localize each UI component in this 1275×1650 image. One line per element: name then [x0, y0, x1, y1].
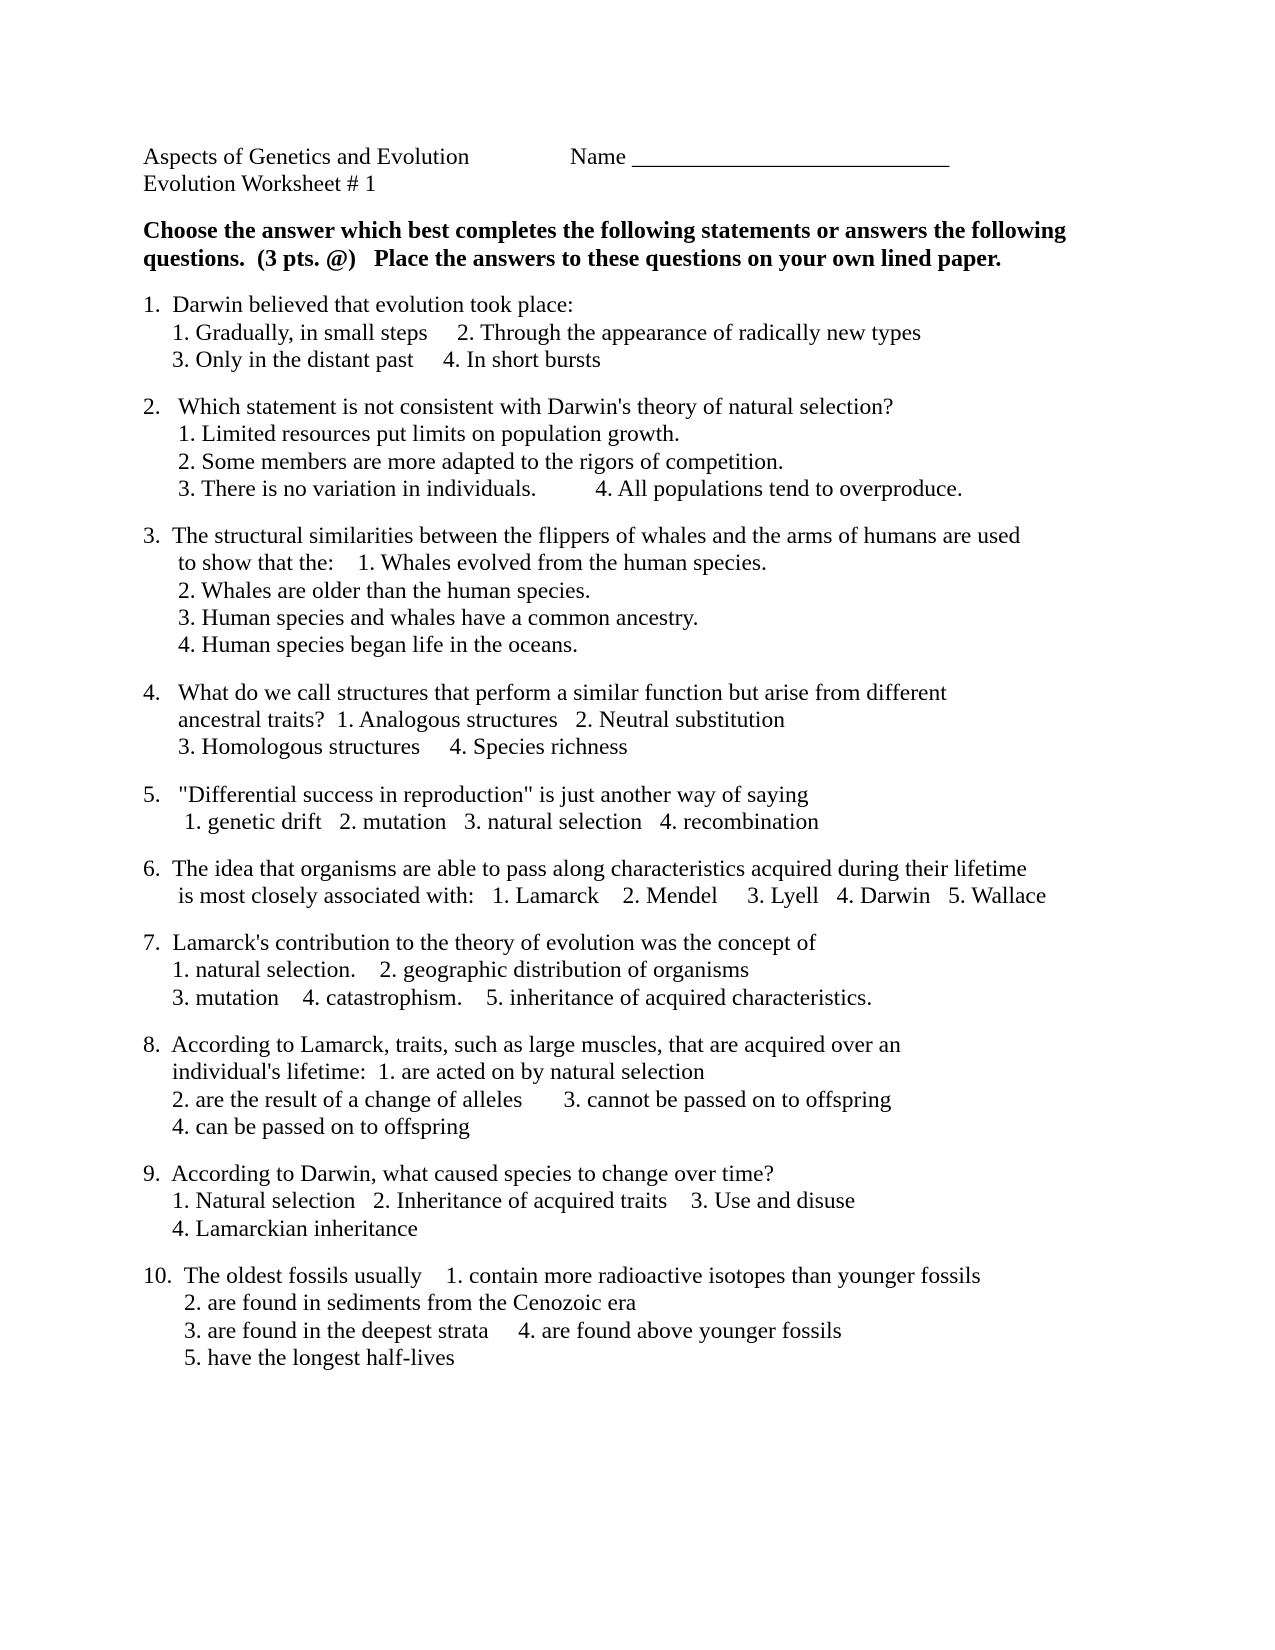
question-8-stem: 8. According to Lamarck, traits, such as large muscles, that are acquired over an	[143, 1032, 901, 1058]
question-10-stem: 10. The oldest fossils usually 1. contain more radioactive isotopes than younger fossils	[143, 1263, 981, 1289]
instructions-line-2: questions. (3 pts. @) Place the answers to these questions on your own lined paper.	[143, 246, 1002, 272]
question-1-stem: 1. Darwin believed that evolution took place:	[143, 292, 574, 318]
question-8-options-a: 2. are the result of a change of alleles 3. cannot be passed on to offspring	[172, 1087, 892, 1113]
question-10-option-2: 2. are found in sediments from the Cenozoic era	[184, 1290, 637, 1316]
question-3-option-2: 2. Whales are older than the human species.	[178, 578, 591, 604]
question-5-stem: 5. "Differential success in reproduction" is just another way of saying	[143, 782, 809, 808]
question-4-options-a: ancestral traits? 1. Analogous structures 2. Neutral substitution	[178, 707, 785, 733]
name-field-label: Name ___________________________	[570, 144, 950, 170]
question-2-option-1: 1. Limited resources put limits on population growth.	[178, 421, 680, 447]
question-2-options-3-4: 3. There is no variation in individuals. 4. All populations tend to overproduce.	[178, 476, 963, 502]
question-1-options-b: 3. Only in the distant past 4. In short bursts	[172, 347, 601, 373]
question-10-option-5: 5. have the longest half-lives	[184, 1345, 455, 1371]
worksheet-title: Evolution Worksheet # 1	[143, 171, 377, 197]
question-9-stem: 9. According to Darwin, what caused species to change over time?	[143, 1161, 775, 1187]
question-4-stem: 4. What do we call structures that perform a similar function but arise from different	[143, 680, 947, 706]
question-5-options: 1. genetic drift 2. mutation 3. natural selection 4. recombination	[184, 809, 819, 835]
course-title: Aspects of Genetics and Evolution	[143, 144, 470, 170]
question-4-options-b: 3. Homologous structures 4. Species richness	[178, 734, 628, 760]
question-3-stem: 3. The structural similarities between the flippers of whales and the arms of humans are used	[143, 523, 1021, 549]
question-3-option-4: 4. Human species began life in the oceans.	[178, 632, 579, 658]
question-3-stem-cont: to show that the: 1. Whales evolved from the human species.	[178, 550, 767, 576]
question-2-stem: 2. Which statement is not consistent with Darwin's theory of natural selection?	[143, 394, 894, 420]
question-7-stem: 7. Lamarck's contribution to the theory of evolution was the concept of	[143, 930, 817, 956]
question-10-options-3-4: 3. are found in the deepest strata 4. are found above younger fossils	[184, 1318, 842, 1344]
question-9-options-a: 1. Natural selection 2. Inheritance of acquired traits 3. Use and disuse	[172, 1188, 856, 1214]
question-8-stem-cont: individual's lifetime: 1. are acted on by natural selection	[172, 1059, 705, 1085]
question-7-options-b: 3. mutation 4. catastrophism. 5. inheritance of acquired characteristics.	[172, 985, 873, 1011]
question-6-stem: 6. The idea that organisms are able to pass along characteristics acquired during their lifetime	[143, 856, 1027, 882]
question-8-options-b: 4. can be passed on to offspring	[172, 1114, 470, 1140]
question-7-options-a: 1. natural selection. 2. geographic distribution of organisms	[172, 957, 750, 983]
instructions-line-1: Choose the answer which best completes the following statements or answers the following	[143, 218, 1067, 244]
question-6-options: is most closely associated with: 1. Lamarck 2. Mendel 3. Lyell 4. Darwin 5. Wallace	[178, 883, 1047, 909]
question-3-option-3: 3. Human species and whales have a common ancestry.	[178, 605, 699, 631]
question-9-options-b: 4. Lamarckian inheritance	[172, 1216, 418, 1242]
question-2-option-2: 2. Some members are more adapted to the rigors of competition.	[178, 449, 784, 475]
question-1-options-a: 1. Gradually, in small steps 2. Through the appearance of radically new types	[172, 320, 922, 346]
